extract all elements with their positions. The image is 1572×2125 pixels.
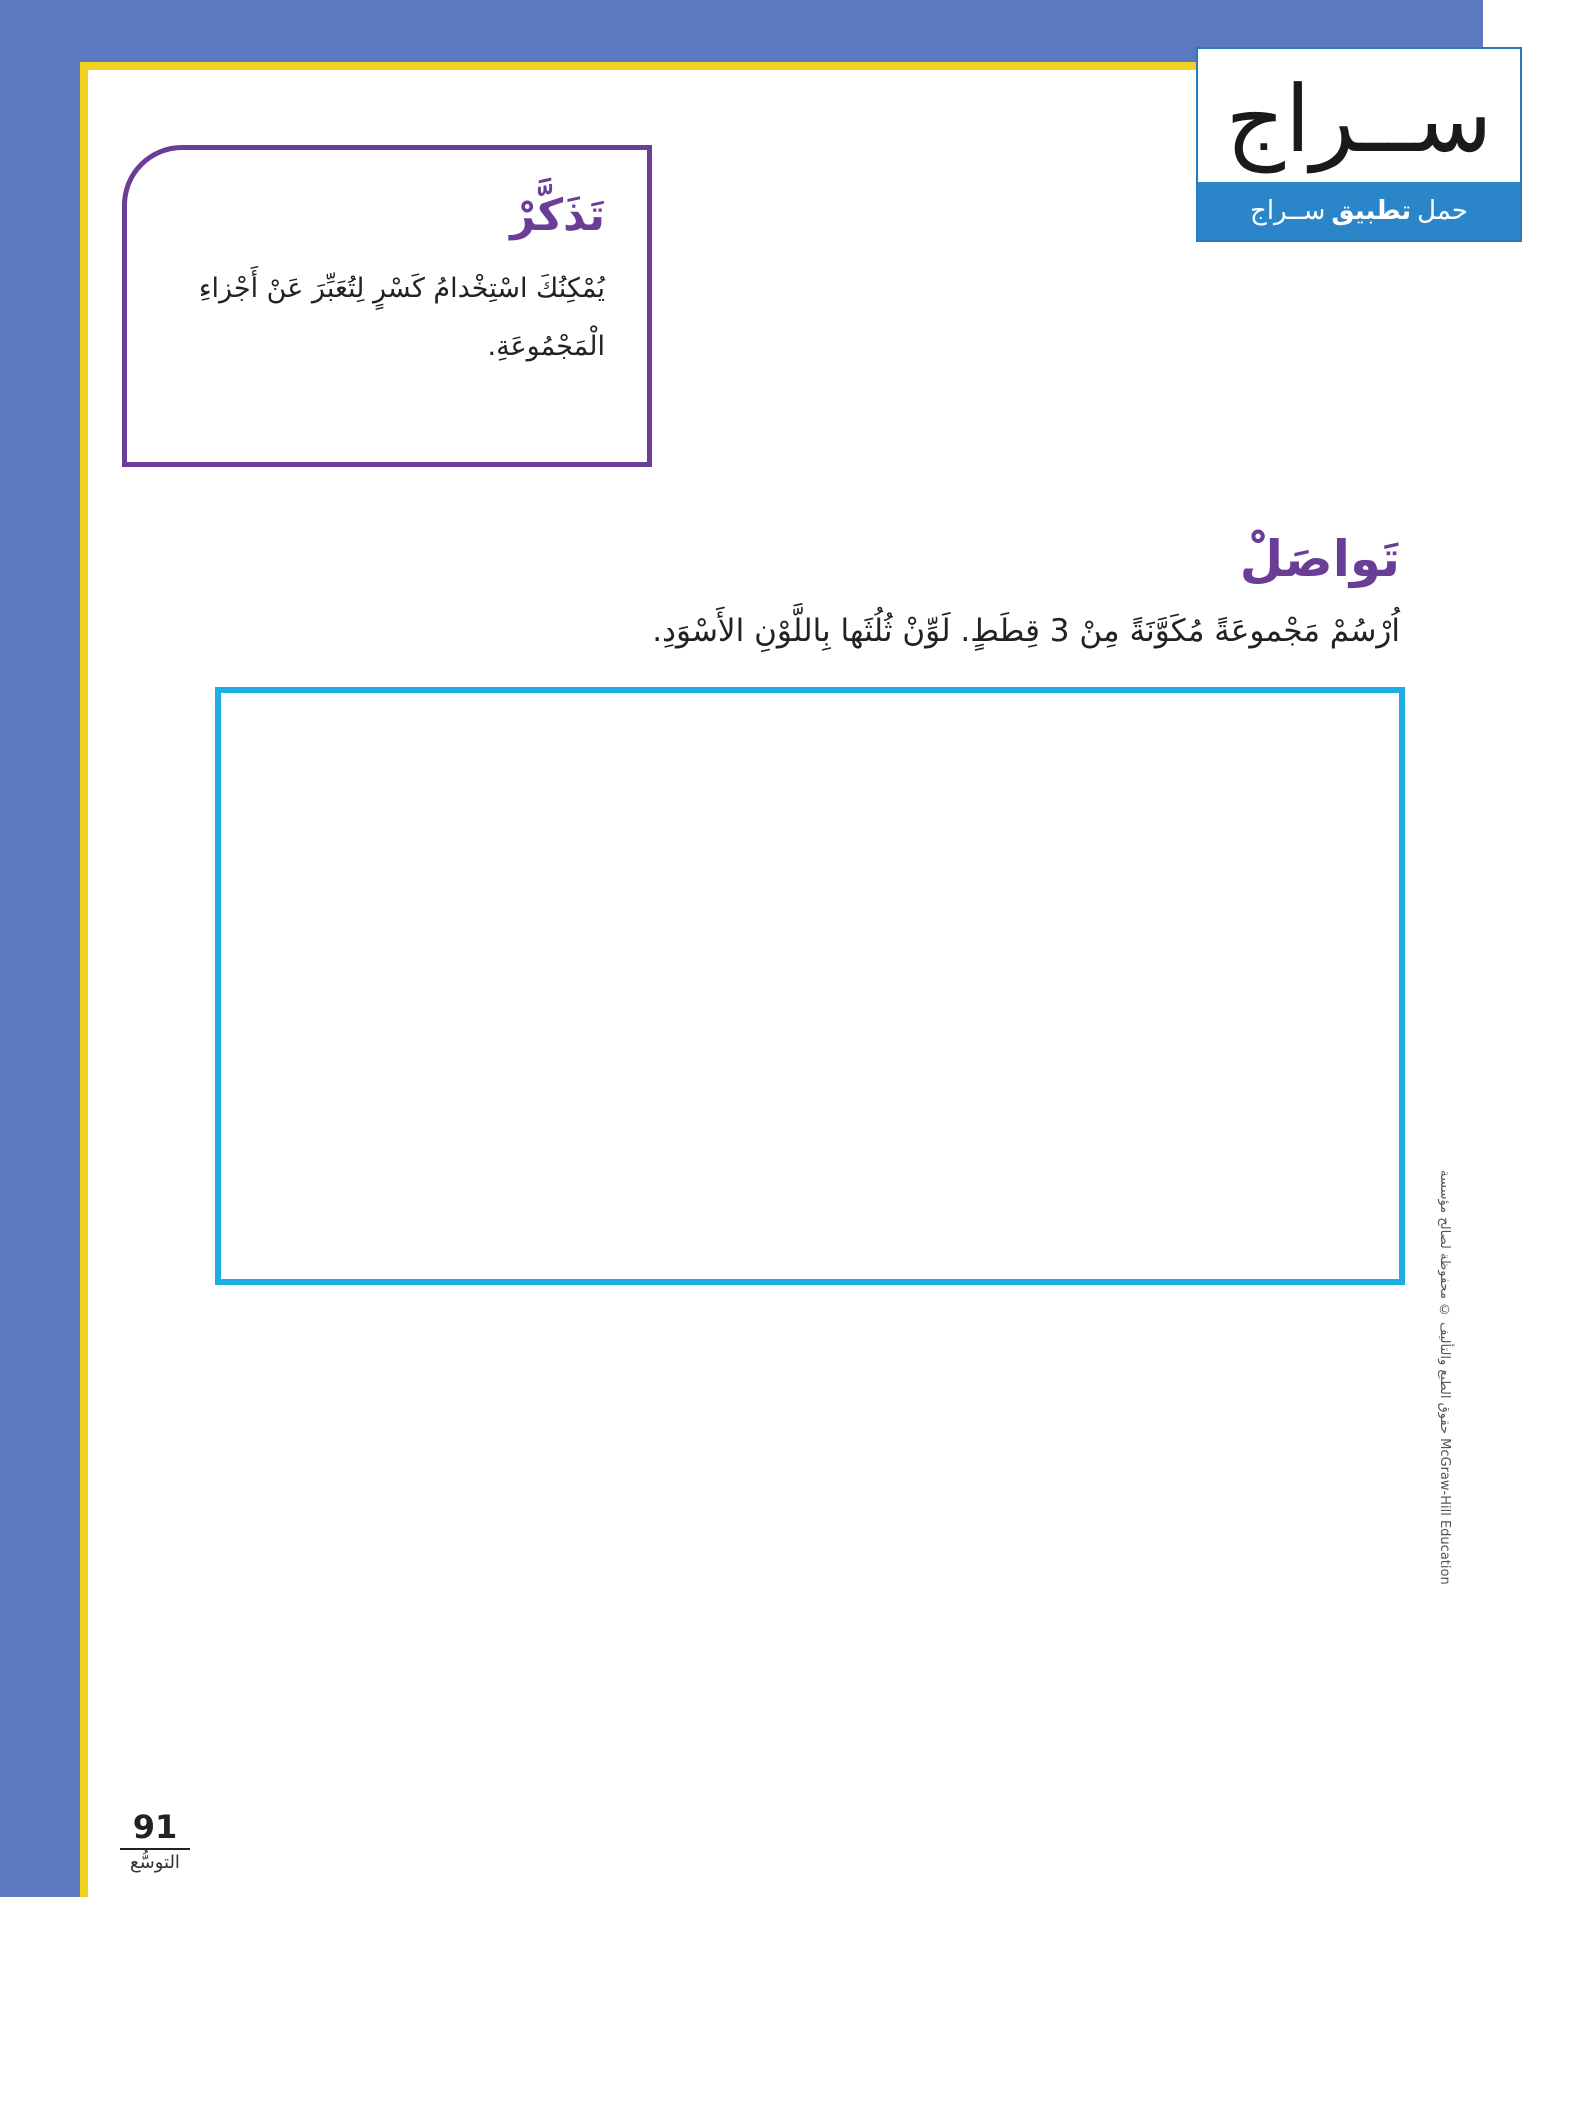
page-number: 91 [120,1808,190,1850]
remember-text: يُمْكِنُكَ اسْتِخْدامُ كَسْرٍ لِتُعَبِّرَ عَنْ أَجْزاءِ الْمَجْمُوعَةِ. [198,273,605,362]
section-label: التوسُّع [130,1852,180,1873]
drawing-area[interactable] [215,687,1405,1285]
copyright-notice: حقوق الطبع والتأليف © محفوظة لصالح مؤسسة McGraw-Hill Education [1437,1170,1452,1585]
remember-title: تَذَكَّرْ [510,190,605,241]
logo-wordmark: ســراج [1225,65,1493,173]
frame-left-stripe [80,62,88,1897]
logo-bar-suffix: ســراج [1250,196,1326,226]
connect-title: تَواصَلْ [1239,530,1400,588]
remember-box [122,145,652,467]
connect-prompt: اُرْسُمْ مَجْموعَةً مُكَوَّنَةً مِنْ 3 قِطَطٍ. لَوِّنْ ثُلُثَها بِاللَّوْنِ الأَسْوَدِ. [652,613,1400,649]
logo-app-banner[interactable] [1198,182,1520,240]
logo-bar-bold: تطبيق [1331,196,1412,226]
logo-bar-prefix: حمل [1417,196,1468,226]
siraj-logo[interactable] [1196,47,1522,242]
frame-left-band [0,0,80,1897]
page-footer [120,1808,190,1873]
